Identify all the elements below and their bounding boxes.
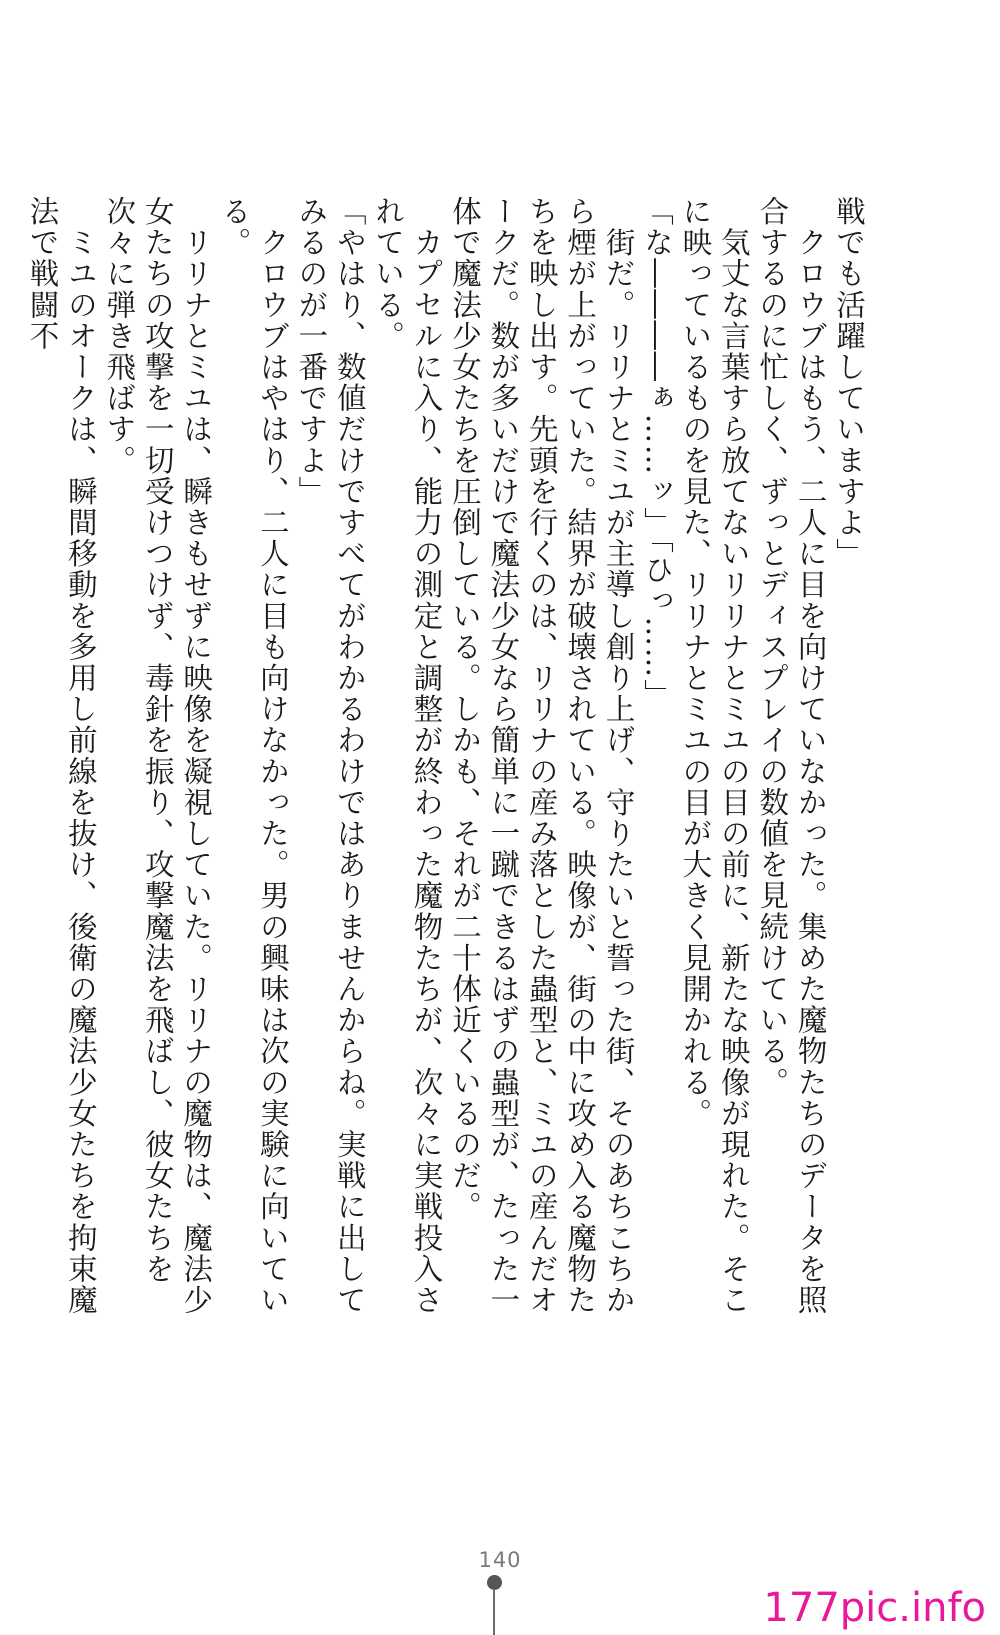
vertical-text-body [25, 196, 868, 1342]
dialogue-line: 「な――――ぁ……ッ」「ひっ……」 [639, 196, 674, 710]
page-marker-line [493, 1589, 495, 1635]
paragraph: クロウブはもう、二人に目を向けていなかった。集めた魔物たちのデータを照合するのに忙しく、ずっとディスプレイの数値を見続けている。 [755, 196, 828, 1316]
paragraph: 街だ。リリナとミユが主導し創り上げ、守りたいと誓った街、そのあちこちから煙が上がっていた。結界が破壊されている。映像が、街の中に攻め入る魔物たちを映し出す。先頭を行くのは、リリナの産み落とした蟲型と、ミユの産んだオークだ。数が多いだけで魔法少女なら簡単に一蹴できるはずの蟲型が、たった一体で魔法少女たちを圧倒している。しかも、それが二十体近くいるのだ。 [447, 196, 636, 1316]
paragraph: クロウブはやはり、二人に目も向けなかった。男の興味は次の実験に向いている。 [217, 196, 290, 1316]
dialogue-line: 「やはり、数値だけですべてがわかるわけではありませんからね。実戦に出してみるのが一番ですよ」 [294, 196, 367, 1316]
paragraph: 気丈な言葉すら放てないリリナとミユの目の前に、新たな映像が現れた。そこに映っているものを見た、リリナとミユの目が大きく見開かれる。 [678, 196, 751, 1316]
page-number: 140 [478, 1548, 522, 1572]
paragraph: ミユのオークは、瞬間移動を多用し前線を抜け、後衛の魔法少女たちを拘束魔法で戦闘不 [25, 196, 98, 1316]
paragraph: リリナとミユは、瞬きもせずに映像を凝視していた。リリナの魔物は、魔法少女たちの攻撃を一切受けつけず、毒針を振り、攻撃魔法を飛ばし、彼女たちを次々に弾き飛ばす。 [102, 196, 214, 1316]
watermark-link[interactable]: 177pic.info [763, 1585, 986, 1631]
paragraph: カプセルに入り、能力の測定と調整が終わった魔物たちが、次々に実戦投入されている。 [371, 196, 444, 1316]
paragraph: 戦でも活躍していますよ」 [832, 196, 866, 570]
page-marker-dot-icon [487, 1575, 502, 1590]
